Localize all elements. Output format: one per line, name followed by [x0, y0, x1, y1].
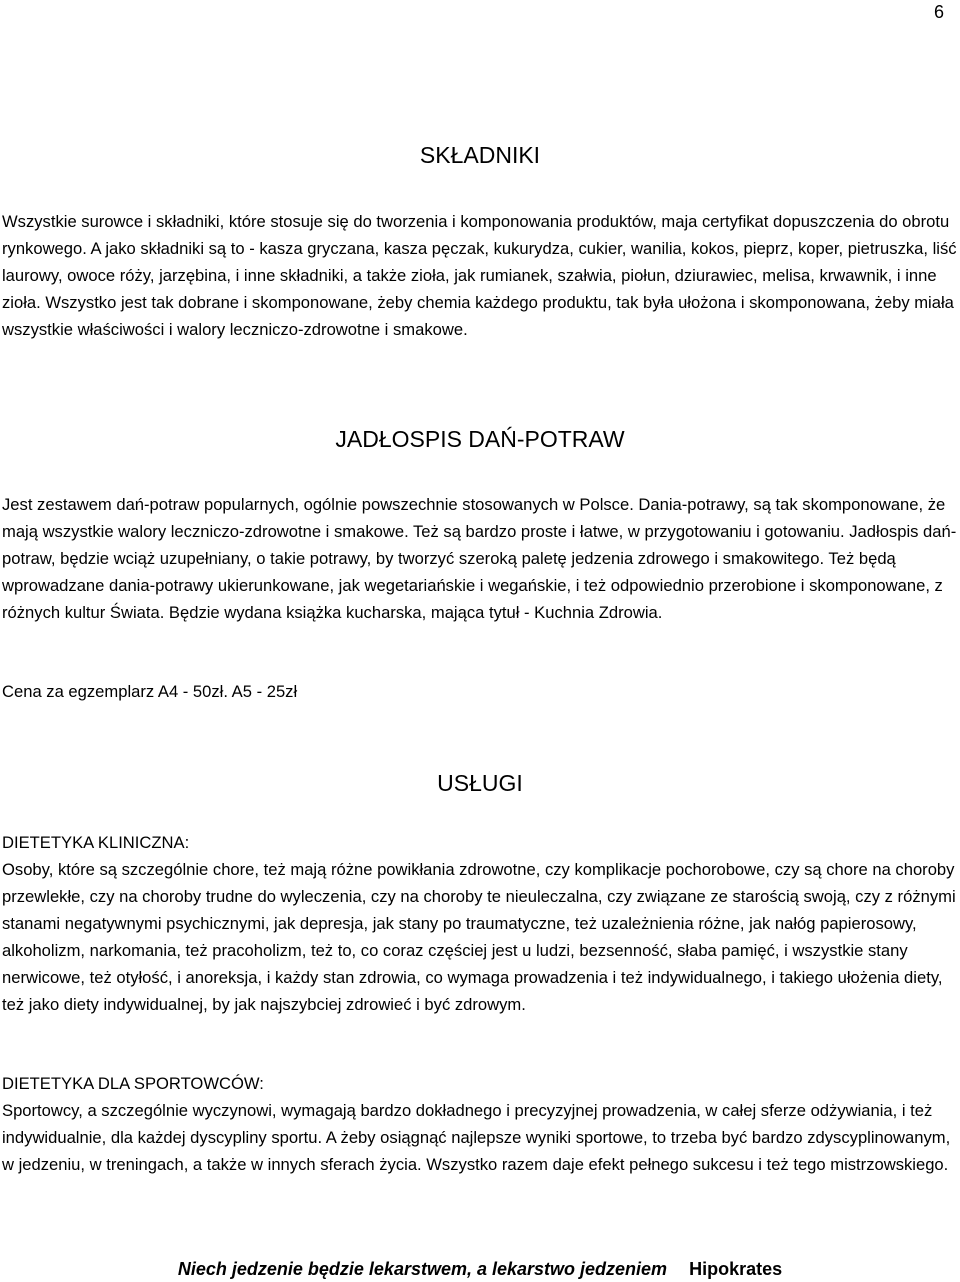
quote-text: Niech jedzenie będzie lekarstwem, a lekarstwo jedzeniem: [177, 1259, 668, 1279]
paragraph-skladniki: Wszystkie surowce i składniki, które stosuje się do tworzenia i komponowania produktów, maja certyfikat dopuszczenia do obrotu rynkowego. A jako składniki są to - kasza gryczana, kasza pęczak, kukurydza, cukier, wanilia, kokos, pieprz, koper, pietruszka, liść laurowy, owoce róży, jarzębina, i inne składniki, a także zioła, jak rumianek, szałwia, piołun, dziurawiec, melisa, krwawnik, i inne zioła. Wszystko jest tak dobrane i skomponowane, żeby chemia każdego produktu, tak była ułożona i skomponowana, żeby miała wszystkie właściwości i walory leczniczo-zdrowotne i smakowe.: [2, 212, 957, 339]
quote-author: Hipokrates: [689, 1259, 783, 1279]
paragraph-dietetyka-kliniczna: Osoby, które są szczególnie chore, też mają różne powikłania zdrowotne, czy komplikacje pochorobowe, czy są chore na choroby przewlekłe, czy na choroby trudne do wyleczenia, czy na choroby te nieuleczalna, czy związane ze starością swoją, czy z różnymi stanami negatywnymi psychicznymi, jak depresja, jak stany po traumatyczne, też uzależnienia różne, jak nałóg papierosowy, alkoholizm, narkomania, też pracoholizm, też to, co coraz częściej jest u ludzi, bezsenność, słaba pamięć, i wszystkie stany nerwicowe, też otyłość, i anoreksja, i każdy stan zdrowia, co wymaga prowadzenia i też indywidualnego, i takiego ułożenia diety, też jako diety indywidualnej, by jak najszybciej zdrowieć i być zdrowym.: [2, 860, 956, 1014]
paragraph-jadlospis: Jest zestawem dań-potraw popularnych, ogólnie powszechnie stosowanych w Polsce. Dania-potrawy, są tak skomponowane, że mają wszystkie walory leczniczo-zdrowotne i smakowe. Też są bardzo proste i łatwe, w przygotowaniu i gotowaniu. Jadłospis dań-potraw, będzie wciąż uzupełniany, o takie potrawy, by tworzyć szeroką paletę jedzenia zdrowego i smakowitego. Też będą wprowadzane dania-potrawy ukierunkowane, jak wegetariańskie i wegańskie, i też odpowiednio przerobione i skomponowane, z różnych kultur Świata. Będzie wydana książka kucharska, mająca tytuł - Kuchnia Zdrowia.: [2, 495, 957, 622]
price-line: Cena za egzemplarz A4 - 50zł. A5 - 25zł: [2, 682, 298, 701]
paragraph-dietetyka-sportowcow: Sportowcy, a szczególnie wyczynowi, wymagają bardzo dokładnego i precyzyjnej prowadzenia, w całej sferze odżywiania, i też indywidualnie, dla każdej dyscypliny sportu. A żeby osiągnąć najlepsze wyniki sportowe, to trzeba być bardzo zdyscyplinowanym, w jedzeniu, w treningach, a także w innych sferach życia. Wszystko razem daje efekt pełnego sukcesu i też tego mistrzowskiego.: [2, 1101, 951, 1174]
section-heading-uslugi: USŁUGI: [437, 770, 523, 796]
page-number: 6: [933, 2, 944, 22]
section-heading-skladniki: SKŁADNIKI: [419, 142, 541, 168]
subheading-dietetyka-sportowcow: DIETETYKA DLA SPORTOWCÓW:: [2, 1074, 264, 1093]
subheading-dietetyka-kliniczna: DIETETYKA KLINICZNA:: [2, 833, 190, 852]
section-heading-jadlospis: JADŁOSPIS DAŃ-POTRAW: [335, 426, 625, 452]
footer-quote: [0, 1256, 960, 1282]
